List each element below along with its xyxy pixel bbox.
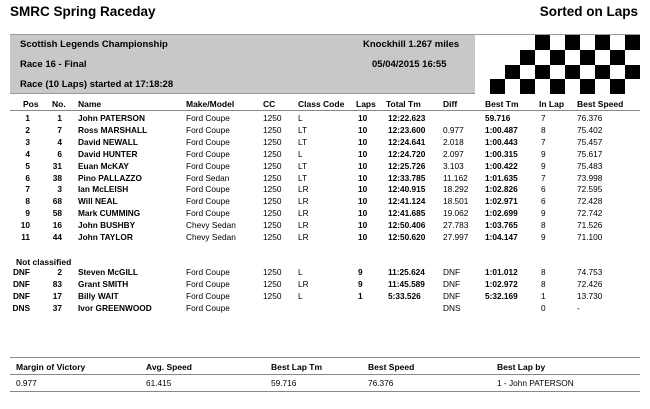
cell-cc: 1250 xyxy=(263,196,282,207)
cell-make: Ford Coupe xyxy=(186,302,230,313)
cell-inlap: 1 xyxy=(541,290,546,301)
cell-cc: 1250 xyxy=(263,136,282,147)
cell-make: Ford Coupe xyxy=(186,278,230,289)
cell-speed: 75.483 xyxy=(577,160,603,171)
col-cc: CC xyxy=(263,99,276,109)
cell-cc: 1250 xyxy=(263,148,282,159)
footer-divider xyxy=(10,357,640,358)
col-class: Class Code xyxy=(298,99,345,109)
cell-total: 12:50.406 xyxy=(388,220,426,231)
cell-diff: DNF xyxy=(443,290,461,301)
cell-cc: 1250 xyxy=(263,184,282,195)
cell-diff: 18.501 xyxy=(443,196,469,207)
summary-best-speed-label: Best Speed xyxy=(368,362,415,372)
cell-class: LR xyxy=(298,208,309,219)
cell-name: David HUNTER xyxy=(78,148,138,159)
cell-inlap: 7 xyxy=(541,113,546,123)
col-name: Name xyxy=(78,99,102,109)
cell-best: 1:00.443 xyxy=(485,136,518,147)
table-row xyxy=(0,303,650,315)
cell-name: John BUSHBY xyxy=(78,220,136,231)
col-speed: Best Speed xyxy=(577,99,624,109)
table-row xyxy=(0,220,650,232)
cell-name: Billy WAIT xyxy=(78,290,119,301)
col-no: No. xyxy=(52,99,66,109)
table-row xyxy=(0,184,650,196)
cell-inlap: 9 xyxy=(541,148,546,159)
cell-total: 12:40.915 xyxy=(388,184,426,195)
cell-name: Steven McGILL xyxy=(78,267,138,277)
cell-laps: 10 xyxy=(358,208,368,219)
cell-total: 12:23.600 xyxy=(388,124,426,135)
cell-no: 16 xyxy=(52,220,62,231)
cell-no: 1 xyxy=(57,113,62,123)
cell-class: L xyxy=(298,267,303,277)
cell-name: Ross MARSHALL xyxy=(78,124,148,135)
cell-no: 31 xyxy=(52,160,62,171)
event-title: SMRC Spring Raceday xyxy=(10,4,156,19)
footer-divider xyxy=(10,391,640,392)
cell-laps: 10 xyxy=(358,184,368,195)
cell-class: LR xyxy=(298,278,309,289)
cell-pos: 1 xyxy=(25,113,30,123)
cell-name: Euan McKAY xyxy=(78,160,129,171)
cell-laps: 10 xyxy=(358,196,368,207)
cell-pos: 6 xyxy=(25,172,30,183)
header-divider xyxy=(10,110,640,111)
cell-class: LT xyxy=(298,160,308,171)
table-row xyxy=(0,196,650,208)
cell-make: Ford Coupe xyxy=(186,267,230,277)
cell-laps: 10 xyxy=(358,136,368,147)
cell-cc: 1250 xyxy=(263,124,282,135)
not-classified-label: Not classified xyxy=(16,257,72,267)
col-diff: Diff xyxy=(443,99,458,109)
cell-class: LR xyxy=(298,184,309,195)
summary-values xyxy=(0,378,650,390)
cell-name: Will NEAL xyxy=(78,196,118,207)
cell-make: Ford Coupe xyxy=(186,290,230,301)
cell-pos: DNF xyxy=(12,278,30,289)
cell-name: Ian McLEISH xyxy=(78,184,129,195)
cell-inlap: 8 xyxy=(541,278,546,289)
cell-laps: 9 xyxy=(358,278,363,289)
cell-best: 5:32.169 xyxy=(485,290,518,301)
cell-laps: 10 xyxy=(358,172,368,183)
table-row xyxy=(0,291,650,303)
cell-speed: - xyxy=(577,302,580,313)
cell-name: Pino PALLAZZO xyxy=(78,172,142,183)
cell-best: 1:02.826 xyxy=(485,184,518,195)
col-make: Make/Model xyxy=(186,99,235,109)
cell-inlap: 8 xyxy=(541,220,546,231)
cell-inlap: 9 xyxy=(541,232,546,242)
cell-speed: 75.457 xyxy=(577,136,603,147)
cell-inlap: 9 xyxy=(541,208,546,219)
cell-total: 5:33.526 xyxy=(388,290,421,301)
cell-make: Ford Coupe xyxy=(186,113,230,123)
cell-best: 1:02.972 xyxy=(485,278,518,289)
cell-diff: 0.977 xyxy=(443,124,464,135)
cell-best: 59.716 xyxy=(485,113,511,123)
cell-name: John PATERSON xyxy=(78,113,145,123)
cell-diff: 27.783 xyxy=(443,220,469,231)
cell-inlap: 8 xyxy=(541,267,546,277)
cell-no: 7 xyxy=(57,124,62,135)
cell-inlap: 6 xyxy=(541,184,546,195)
cell-laps: 10 xyxy=(358,124,368,135)
cell-cc: 1250 xyxy=(263,220,282,231)
cell-no: 58 xyxy=(52,208,62,219)
checkered-flag-icon xyxy=(475,35,640,94)
cell-total: 12:24.720 xyxy=(388,148,426,159)
cell-no: 38 xyxy=(52,172,62,183)
track-name: Knockhill 1.267 miles xyxy=(363,39,460,50)
cell-cc: 1250 xyxy=(263,290,282,301)
cell-pos: 9 xyxy=(25,208,30,219)
col-best: Best Tm xyxy=(485,99,519,109)
table-row xyxy=(0,149,650,161)
cell-cc: 1250 xyxy=(263,267,282,277)
cell-class: LR xyxy=(298,196,309,207)
cell-cc: 1250 xyxy=(263,113,282,123)
cell-best: 1:02.971 xyxy=(485,196,518,207)
cell-cc: 1250 xyxy=(263,232,282,242)
cell-inlap: 0 xyxy=(541,302,546,313)
cell-name: David NEWALL xyxy=(78,136,138,147)
cell-no: 44 xyxy=(52,232,62,242)
cell-best: 1:00.422 xyxy=(485,160,518,171)
cell-laps: 10 xyxy=(358,160,368,171)
cell-inlap: 8 xyxy=(541,124,546,135)
summary-avg-speed: 61.415 xyxy=(146,378,172,388)
cell-best: 1:01.635 xyxy=(485,172,518,183)
cell-no: 83 xyxy=(52,278,62,289)
cell-speed: 75.617 xyxy=(577,148,603,159)
cell-total: 11:25.624 xyxy=(388,267,425,277)
cell-pos: DNF xyxy=(12,290,30,301)
cell-speed: 75.402 xyxy=(577,124,603,135)
cell-class: LT xyxy=(298,172,308,183)
cell-make: Ford Coupe xyxy=(186,124,230,135)
cell-class: LR xyxy=(298,232,309,242)
sort-label: Sorted on Laps xyxy=(539,4,638,19)
cell-no: 37 xyxy=(52,302,62,313)
table-row xyxy=(0,125,650,137)
summary-margin-label: Margin of Victory xyxy=(16,362,86,372)
cell-speed: 13.730 xyxy=(577,290,603,301)
cell-total: 12:33.785 xyxy=(388,172,426,183)
race-name: Race 16 - Final xyxy=(20,59,87,70)
cell-name: Mark CUMMING xyxy=(78,208,141,219)
race-date: 05/04/2015 16:55 xyxy=(372,59,447,70)
cell-name: Ivor GREENWOOD xyxy=(78,302,152,313)
cell-class: L xyxy=(298,290,303,301)
cell-speed: 71.526 xyxy=(577,220,603,231)
col-total: Total Tm xyxy=(386,99,421,109)
summary-best-lap-by-label: Best Lap by xyxy=(497,362,546,372)
cell-total: 12:25.726 xyxy=(388,160,426,171)
cell-laps: 1 xyxy=(358,290,363,301)
cell-laps: 9 xyxy=(358,267,363,277)
table-row xyxy=(0,267,650,279)
cell-pos: 10 xyxy=(20,220,30,231)
cell-cc: 1250 xyxy=(263,160,282,171)
cell-class: LT xyxy=(298,124,308,135)
cell-no: 17 xyxy=(52,290,62,301)
cell-speed: 73.998 xyxy=(577,172,603,183)
cell-total: 12:22.623 xyxy=(388,113,426,123)
cell-pos: 8 xyxy=(25,196,30,207)
cell-pos: 2 xyxy=(25,124,30,135)
cell-cc: 1250 xyxy=(263,208,282,219)
cell-make: Ford Coupe xyxy=(186,196,230,207)
cell-laps: 10 xyxy=(358,148,368,159)
cell-pos: 3 xyxy=(25,136,30,147)
table-row xyxy=(0,232,650,244)
summary-avg-speed-label: Avg. Speed xyxy=(146,362,192,372)
cell-pos: 11 xyxy=(21,232,30,242)
cell-speed: 76.376 xyxy=(577,113,603,123)
cell-speed: 72.742 xyxy=(577,208,603,219)
cell-speed: 72.426 xyxy=(577,278,603,289)
cell-make: Ford Coupe xyxy=(186,136,230,147)
cell-total: 12:41.124 xyxy=(388,196,426,207)
summary-best-lap-by: 1 - John PATERSON xyxy=(497,378,574,388)
cell-total: 12:41.685 xyxy=(388,208,426,219)
cell-best: 1:00.315 xyxy=(485,148,518,159)
cell-pos: DNS xyxy=(12,302,30,313)
cell-speed: 74.753 xyxy=(577,267,603,277)
cell-best: 1:01.012 xyxy=(485,267,518,277)
cell-pos: 5 xyxy=(25,160,30,171)
table-row xyxy=(0,161,650,173)
cell-diff: DNS xyxy=(443,302,461,313)
table-row xyxy=(0,113,650,125)
cell-make: Chevy Sedan xyxy=(186,232,236,242)
cell-speed: 72.595 xyxy=(577,184,603,195)
cell-cc: 1250 xyxy=(263,172,282,183)
cell-class: L xyxy=(298,113,303,123)
summary-header xyxy=(0,362,650,374)
cell-best: 1:03.765 xyxy=(485,220,518,231)
cell-laps: 10 xyxy=(358,232,368,242)
cell-inlap: 6 xyxy=(541,196,546,207)
table-row xyxy=(0,173,650,185)
cell-total: 12:24.641 xyxy=(388,136,426,147)
table-row xyxy=(0,208,650,220)
cell-inlap: 7 xyxy=(541,172,546,183)
race-laps-info: Race (10 Laps) started at 17:18:28 xyxy=(20,79,174,90)
cell-class: LR xyxy=(298,220,309,231)
cell-cc: 1250 xyxy=(263,278,282,289)
cell-diff: DNF xyxy=(443,267,461,277)
cell-inlap: 7 xyxy=(541,136,546,147)
summary-best-lap: 59.716 xyxy=(271,378,297,388)
cell-class: LT xyxy=(298,136,308,147)
cell-no: 6 xyxy=(57,148,62,159)
cell-laps: 10 xyxy=(358,220,368,231)
cell-name: John TAYLOR xyxy=(78,232,133,242)
cell-no: 2 xyxy=(57,267,62,277)
table-row xyxy=(0,137,650,149)
cell-diff: 3.103 xyxy=(443,160,464,171)
cell-diff: 27.997 xyxy=(443,232,469,242)
summary-best-lap-label: Best Lap Tm xyxy=(271,362,323,372)
cell-best: 1:04.147 xyxy=(485,232,518,242)
table-row xyxy=(0,279,650,291)
cell-make: Ford Coupe xyxy=(186,148,230,159)
col-inlap: In Lap xyxy=(539,99,565,109)
cell-class: L xyxy=(298,148,303,159)
cell-no: 68 xyxy=(52,196,62,207)
cell-diff: 19.062 xyxy=(443,208,469,219)
summary-margin: 0.977 xyxy=(16,378,37,388)
cell-make: Ford Coupe xyxy=(186,160,230,171)
col-laps: Laps xyxy=(356,99,376,109)
cell-make: Ford Sedan xyxy=(186,172,230,183)
cell-pos: 7 xyxy=(25,184,30,195)
cell-speed: 71.100 xyxy=(577,232,603,242)
cell-total: 11:45.589 xyxy=(388,278,425,289)
cell-diff: 11.162 xyxy=(443,172,468,183)
summary-best-speed: 76.376 xyxy=(368,378,394,388)
cell-diff: 2.018 xyxy=(443,136,464,147)
cell-no: 4 xyxy=(57,136,62,147)
footer-divider xyxy=(10,374,640,375)
col-pos: Pos xyxy=(23,99,39,109)
race-banner xyxy=(10,34,640,94)
cell-diff: DNF xyxy=(443,278,461,289)
cell-pos: 4 xyxy=(25,148,30,159)
cell-best: 1:00.487 xyxy=(485,124,518,135)
cell-no: 3 xyxy=(57,184,62,195)
cell-speed: 72.428 xyxy=(577,196,603,207)
cell-best: 1:02.699 xyxy=(485,208,518,219)
cell-pos: DNF xyxy=(12,267,30,277)
cell-diff: 2.097 xyxy=(443,148,464,159)
cell-name: Grant SMITH xyxy=(78,278,129,289)
cell-laps: 10 xyxy=(358,113,368,123)
cell-make: Chevy Sedan xyxy=(186,220,236,231)
cell-make: Ford Coupe xyxy=(186,208,230,219)
cell-inlap: 9 xyxy=(541,160,546,171)
cell-total: 12:50.620 xyxy=(388,232,426,242)
championship-name: Scottish Legends Championship xyxy=(20,39,168,50)
cell-make: Ford Coupe xyxy=(186,184,230,195)
cell-diff: 18.292 xyxy=(443,184,469,195)
